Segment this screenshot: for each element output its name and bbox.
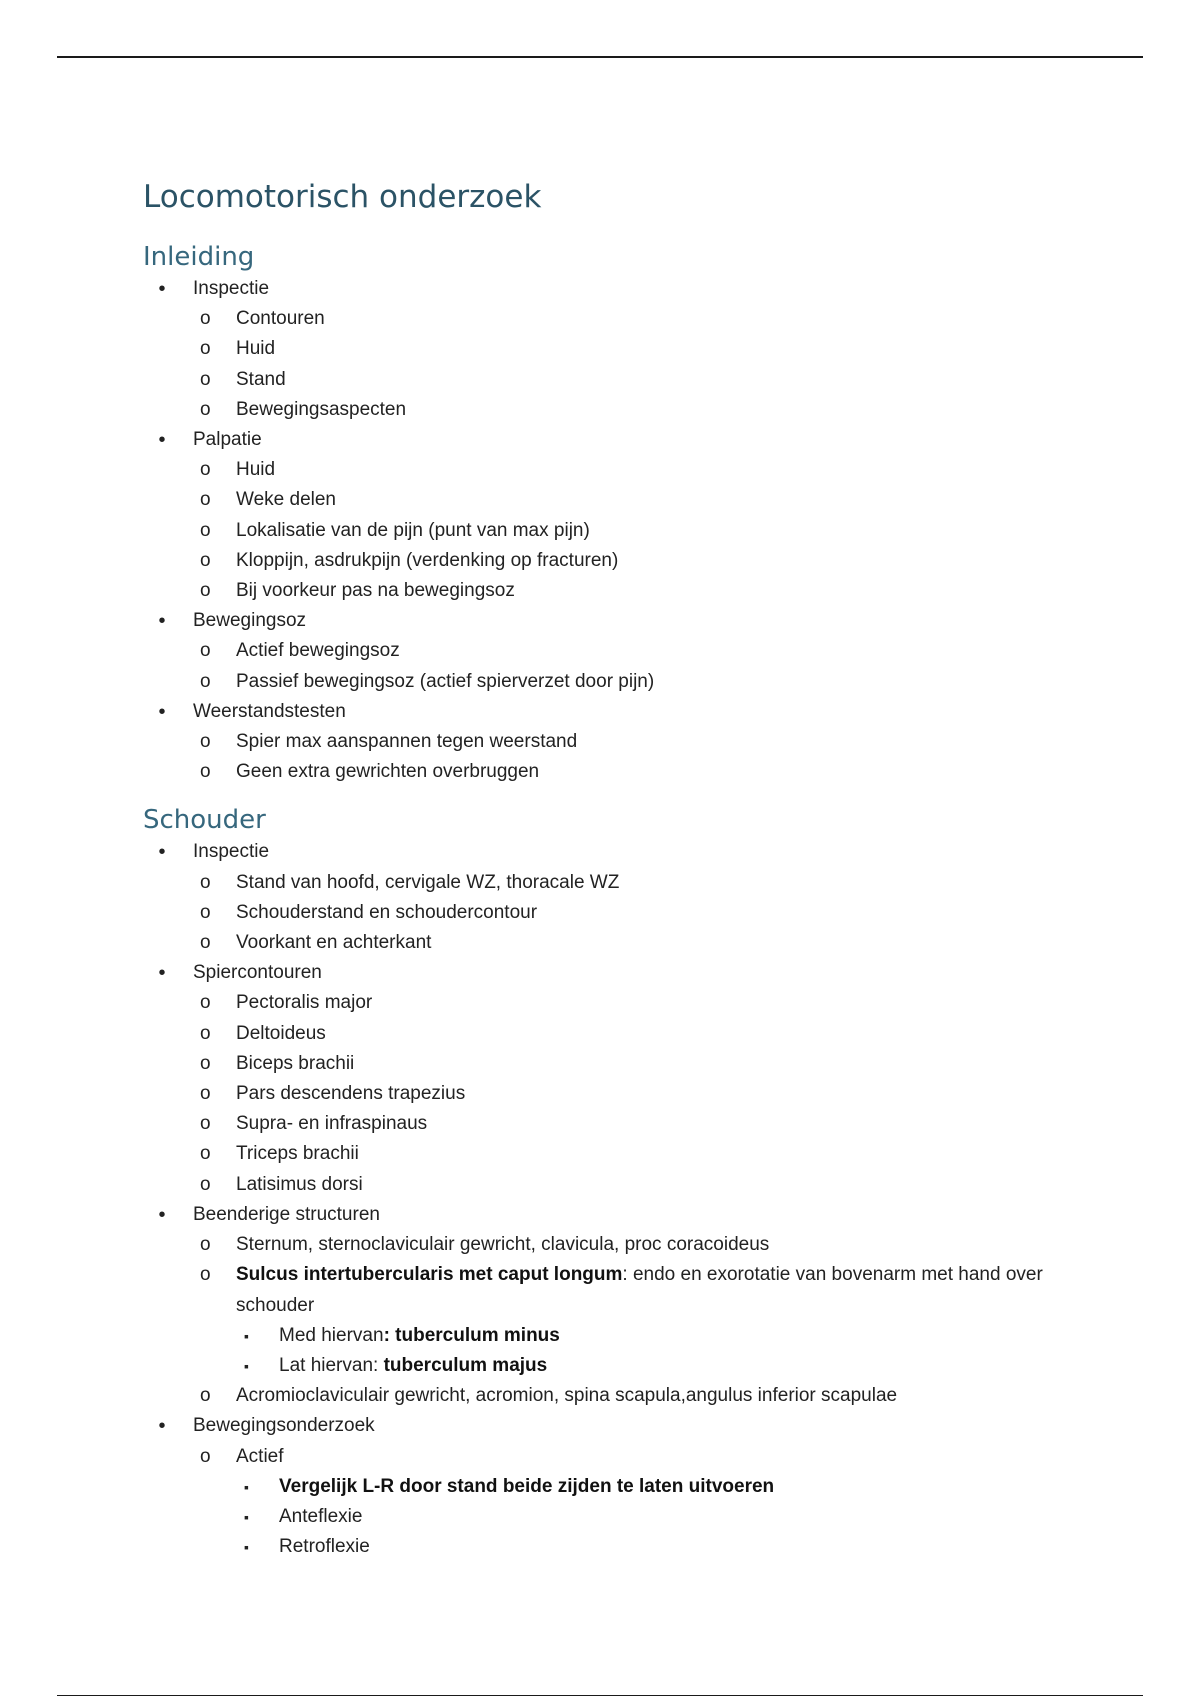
circle-marker: o [200,519,211,541]
circle-marker: o [200,338,211,360]
footer-rule [57,1695,1143,1696]
square-marker: ▪ [244,1357,249,1374]
bullet-marker: • [158,1203,166,1226]
sub-list-item [143,1049,1073,1079]
list-item [143,1200,1073,1411]
item-bold-text: Vergelijk L-R door stand beide zijden te laten uitvoeren [279,1475,775,1497]
sub-list [193,727,1073,787]
item-bold-text: tuberculum majus [383,1354,548,1376]
item-label: Inspectie [193,841,270,863]
item-bold-text: : tuberculum minus [383,1324,560,1346]
sub-list-item [143,757,1073,787]
item-text: : endo en exorotatie van bovenarm met hand over schouder [236,1264,1043,1316]
sub-list [193,1442,1073,1563]
circle-marker: o [200,1143,211,1165]
item-text: Voorkant en achterkant [236,932,432,954]
sub-list [193,636,1073,696]
circle-marker: o [200,549,211,571]
item-text: Spier max aanspannen tegen weerstand [236,731,578,753]
item-text: Actief bewegingsoz [236,640,400,662]
sub-sub-list-item [143,1351,1073,1381]
sub-list-item [143,928,1073,958]
sections-container [143,240,1073,1562]
item-label: Bewegingsonderzoek [193,1415,375,1437]
sub-list-item [143,1442,1073,1563]
circle-marker: o [200,398,211,420]
section-schouder [143,803,1073,1562]
sub-list-item [143,365,1073,395]
item-text: Lokalisatie van de pijn (punt van max pijn) [236,519,590,541]
sub-list-item [143,727,1073,757]
item-text: Contouren [236,308,325,330]
sub-list-item [143,334,1073,364]
bullet-marker: • [158,429,166,452]
item-text: Huid [236,338,276,360]
sub-list-item [143,546,1073,576]
sub-list-item [143,1260,1073,1381]
item-text: Schouderstand en schoudercontour [236,901,538,923]
item-label: Spiercontouren [193,962,322,984]
circle-marker: o [200,1052,211,1074]
item-text: Geen extra gewrichten overbruggen [236,761,540,783]
sub-list-item [143,1109,1073,1139]
sub-list-item [143,1230,1073,1260]
item-text: Lat hiervan: [279,1354,384,1376]
sub-list [193,868,1073,959]
sub-sub-list-item [143,1532,1073,1562]
item-label: Palpatie [193,429,262,451]
sub-sub-list-item [143,1472,1073,1502]
item-text: Actief [236,1445,284,1467]
circle-marker: o [200,992,211,1014]
item-text: Retroflexie [279,1536,370,1558]
item-text: Bij voorkeur pas na bewegingsoz [236,580,515,602]
bullet-marker: • [158,962,166,985]
sub-list-item [143,576,1073,606]
circle-marker: o [200,761,211,783]
square-marker: ▪ [244,1327,249,1344]
sub-list-item [143,304,1073,334]
item-text: Deltoideus [236,1022,326,1044]
sub-list [193,455,1073,606]
list-item [143,1411,1073,1562]
item-text: Pectoralis major [236,992,373,1014]
list-item [143,606,1073,697]
list-item [143,837,1073,958]
item-label: Weerstandstesten [193,700,346,722]
item-label: Beenderige structuren [193,1203,380,1225]
bullet-marker: • [158,1415,166,1438]
circle-marker: o [200,1385,211,1407]
sub-list-item [143,485,1073,515]
document-body [143,176,1073,1562]
sub-list-item [143,667,1073,697]
item-text: Bewegingsaspecten [236,398,407,420]
item-text: Stand [236,368,286,390]
sub-list-item [143,636,1073,666]
sub-list-item [143,1139,1073,1169]
sub-list-item [143,898,1073,928]
sub-sub-list-item [143,1321,1073,1351]
circle-marker: o [200,871,211,893]
circle-marker: o [200,932,211,954]
item-text: Med hiervan [279,1324,384,1346]
item-bold-text: Sulcus intertubercularis met caput longum [236,1264,623,1286]
list-item [143,425,1073,606]
section-heading: Inleiding [143,242,255,272]
item-text: Supra- en infraspinaus [236,1113,428,1135]
item-label: Bewegingsoz [193,610,307,632]
item-text: Triceps brachii [236,1143,359,1165]
section-heading: Schouder [143,805,266,836]
item-text: Pars descendens trapezius [236,1083,466,1105]
item-label: Inspectie [193,278,270,299]
item-text: Weke delen [236,489,336,511]
sub-list-item [143,1170,1073,1200]
sub-list-item [143,395,1073,425]
circle-marker: o [200,368,211,390]
item-text: Latisimus dorsi [236,1173,363,1195]
circle-marker: o [200,308,211,330]
item-text: Biceps brachii [236,1052,355,1074]
sub-list-item [143,516,1073,546]
circle-marker: o [200,640,211,662]
sub-sub-list [236,1472,1073,1563]
item-text: Passief bewegingsoz (actief spierverzet door pijn) [236,670,655,692]
circle-marker: o [200,1022,211,1044]
square-marker: ▪ [244,1478,249,1495]
sub-list-item [143,1381,1073,1411]
sub-list [193,988,1073,1199]
sub-list-item [143,988,1073,1018]
item-text: Acromioclaviculair gewricht, acromion, spina scapula,angulus inferior scapulae [236,1385,898,1407]
sub-list-item [143,1079,1073,1109]
sub-sub-list-item [143,1502,1073,1532]
circle-marker: o [200,580,211,602]
item-text: Sternum, sternoclaviculair gewricht, clavicula, proc coracoideus [236,1234,770,1256]
list-item [143,958,1073,1200]
circle-marker: o [200,731,211,753]
page-title: Locomotorisch onderzoek [143,179,542,215]
circle-marker: o [200,459,211,481]
circle-marker: o [200,1113,211,1135]
bullet-marker: • [158,700,166,723]
circle-marker: o [200,1173,211,1195]
item-text: Anteflexie [279,1505,363,1527]
header-rule [57,56,1143,58]
item-text: Stand van hoofd, cervigale WZ, thoracale WZ [236,871,620,893]
list-item [143,697,1073,788]
circle-marker: o [200,1264,211,1286]
sub-list [193,304,1073,425]
bullet-list [143,837,1073,1562]
circle-marker: o [200,1083,211,1105]
item-text: Kloppijn, asdrukpijn (verdenking op fracturen) [236,549,619,571]
sub-list [193,1230,1073,1411]
square-marker: ▪ [244,1508,249,1525]
sub-list-item [143,868,1073,898]
bullet-list [143,274,1073,787]
square-marker: ▪ [244,1539,249,1556]
circle-marker: o [200,670,211,692]
circle-marker: o [200,1234,211,1256]
item-text: Huid [236,459,276,481]
circle-marker: o [200,1445,211,1467]
sub-list-item [143,455,1073,485]
circle-marker: o [200,489,211,511]
section-inleiding [143,240,1073,787]
list-item [143,274,1073,425]
bullet-marker: • [158,278,166,300]
bullet-marker: • [158,610,166,633]
sub-sub-list [236,1321,1073,1381]
circle-marker: o [200,901,211,923]
bullet-marker: • [158,841,166,864]
sub-list-item [143,1019,1073,1049]
